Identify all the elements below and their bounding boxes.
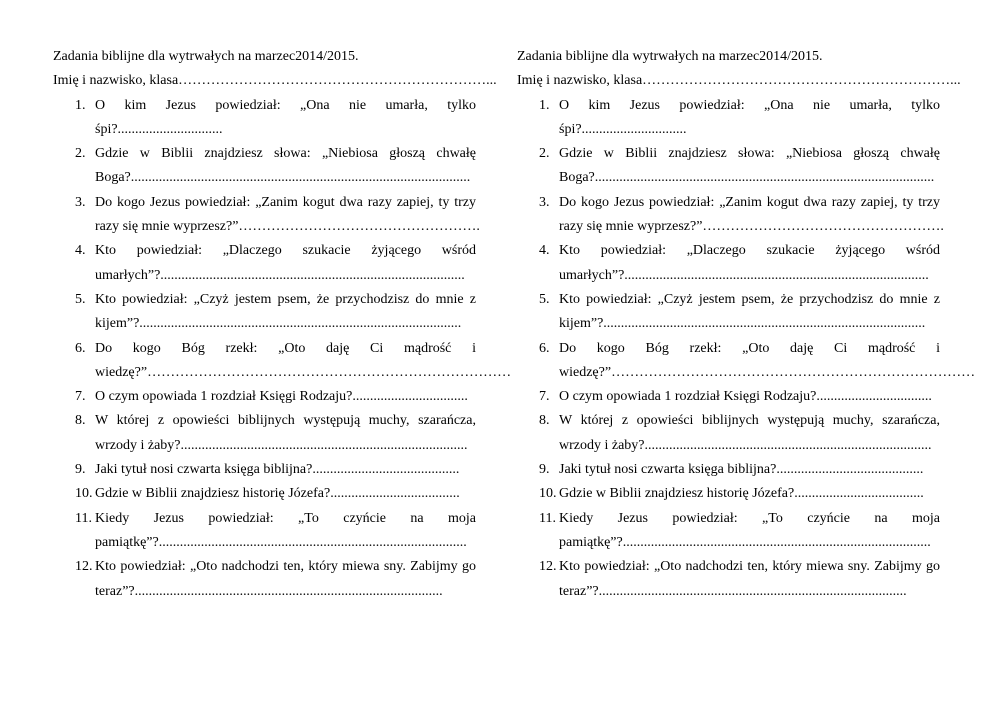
question-number: 12. bbox=[75, 559, 93, 575]
question-text: O kim Jezus powiedział: „Ona nie umarła, tylko bbox=[95, 97, 476, 113]
worksheet-title: Zadania biblijne dla wytrwałych na marzec2014/2015. bbox=[517, 49, 823, 64]
question-answer-line: wiedzę?”…………………………………………………………………… bbox=[559, 364, 976, 380]
worksheet-right bbox=[517, 45, 976, 604]
question-12 bbox=[53, 555, 477, 604]
question-text: O kim Jezus powiedział: „Ona nie umarła, tylko bbox=[559, 97, 940, 113]
question-2 bbox=[53, 142, 477, 191]
question-number: 4. bbox=[75, 243, 86, 259]
question-answer-line: umarłych”?....................................................................................... bbox=[95, 267, 465, 283]
question-10 bbox=[53, 482, 477, 506]
question-number: 3. bbox=[539, 194, 550, 210]
question-number: 2. bbox=[539, 146, 550, 162]
question-number: 6. bbox=[75, 340, 86, 356]
question-number: 7. bbox=[539, 389, 550, 405]
question-6 bbox=[517, 337, 976, 386]
question-text: Gdzie w Biblii znajdziesz słowa: „Niebiosa głoszą chwałę bbox=[559, 146, 940, 162]
question-text: Do kogo Jezus powiedział: „Zanim kogut dwa razy zapiej, ty trzy bbox=[559, 194, 940, 210]
question-4 bbox=[517, 239, 941, 288]
question-answer-line: kijem”?............................................................................................ bbox=[95, 316, 462, 332]
worksheet-left bbox=[53, 45, 512, 604]
question-answer-line: wrzody i żaby?.................................................................................. bbox=[95, 437, 468, 453]
question-answer-line: kijem”?............................................................................................ bbox=[559, 316, 926, 332]
question-12 bbox=[517, 555, 941, 604]
question-number: 7. bbox=[75, 389, 86, 405]
question-text: Gdzie w Biblii znajdziesz historię Józefa?..................................... bbox=[559, 486, 924, 502]
question-number: 10. bbox=[75, 486, 93, 502]
question-text: Jaki tytuł nosi czwarta księga biblijna?.......................................... bbox=[559, 462, 924, 478]
question-4 bbox=[53, 239, 477, 288]
name-class-field: Imię i nazwisko, klasa…………………………………………………………... bbox=[517, 73, 961, 89]
question-answer-line: teraz”?........................................................................................ bbox=[559, 583, 907, 599]
question-list bbox=[517, 94, 976, 604]
question-text: Kto powiedział: „Czyż jestem psem, że przychodzisz do mnie z bbox=[559, 291, 940, 307]
question-list bbox=[53, 94, 512, 604]
question-text: Kto powiedział: „Oto nadchodzi ten, który miewa sny. Zabijmy go bbox=[559, 559, 940, 575]
question-7 bbox=[517, 385, 941, 409]
question-answer-line: razy się mnie wyprzesz?”……………………………………………. bbox=[95, 219, 480, 235]
question-number: 9. bbox=[75, 462, 86, 478]
question-3 bbox=[517, 191, 944, 240]
question-text: Kto powiedział: „Dlaczego szukacie żyjącego wśród bbox=[559, 243, 940, 259]
question-text: W której z opowieści biblijnych występują muchy, szarańcza, bbox=[559, 413, 940, 429]
question-number: 10. bbox=[539, 486, 557, 502]
worksheet-title: Zadania biblijne dla wytrwałych na marzec2014/2015. bbox=[53, 49, 359, 64]
question-8 bbox=[517, 409, 941, 458]
question-text: Gdzie w Biblii znajdziesz słowa: „Niebiosa głoszą chwałę bbox=[95, 146, 476, 162]
question-text: Kiedy Jezus powiedział: „To czyńcie na moja bbox=[559, 510, 940, 526]
question-answer-line: śpi?.............................. bbox=[95, 121, 223, 137]
question-number: 1. bbox=[539, 97, 550, 113]
question-8 bbox=[53, 409, 477, 458]
question-answer-line: pamiątkę”?........................................................................................ bbox=[559, 534, 931, 550]
question-number: 1. bbox=[75, 97, 86, 113]
question-text: Do kogo Bóg rzekł: „Oto daję Ci mądrość i bbox=[95, 340, 476, 356]
question-9 bbox=[517, 458, 941, 482]
question-number: 4. bbox=[539, 243, 550, 259]
question-number: 11. bbox=[539, 510, 556, 526]
question-7 bbox=[53, 385, 477, 409]
question-answer-line: wiedzę?”…………………………………………………………………… bbox=[95, 364, 512, 380]
question-number: 2. bbox=[75, 146, 86, 162]
question-answer-line: umarłych”?....................................................................................... bbox=[559, 267, 929, 283]
question-text: O czym opowiada 1 rozdział Księgi Rodzaju?................................. bbox=[559, 389, 932, 405]
question-6 bbox=[53, 337, 512, 386]
question-answer-line: śpi?.............................. bbox=[559, 121, 687, 137]
question-text: Gdzie w Biblii znajdziesz historię Józefa?..................................... bbox=[95, 486, 460, 502]
question-10 bbox=[517, 482, 941, 506]
question-text: Kto powiedział: „Dlaczego szukacie żyjącego wśród bbox=[95, 243, 476, 259]
question-text: Jaki tytuł nosi czwarta księga biblijna?.......................................... bbox=[95, 462, 460, 478]
question-1 bbox=[517, 94, 941, 143]
question-number: 12. bbox=[539, 559, 557, 575]
question-text: Do kogo Bóg rzekł: „Oto daję Ci mądrość i bbox=[559, 340, 940, 356]
question-5 bbox=[517, 288, 941, 337]
question-answer-line: teraz”?........................................................................................ bbox=[95, 583, 443, 599]
question-number: 8. bbox=[75, 413, 86, 429]
question-5 bbox=[53, 288, 477, 337]
question-text: Kto powiedział: „Czyż jestem psem, że przychodzisz do mnie z bbox=[95, 291, 476, 307]
question-number: 5. bbox=[75, 291, 86, 307]
question-number: 6. bbox=[539, 340, 550, 356]
question-text: Do kogo Jezus powiedział: „Zanim kogut dwa razy zapiej, ty trzy bbox=[95, 194, 476, 210]
question-answer-line: Boga?................................................................................................. bbox=[559, 170, 935, 186]
question-answer-line: wrzody i żaby?.................................................................................. bbox=[559, 437, 932, 453]
question-2 bbox=[517, 142, 941, 191]
question-number: 9. bbox=[539, 462, 550, 478]
question-answer-line: Boga?................................................................................................. bbox=[95, 170, 471, 186]
question-3 bbox=[53, 191, 480, 240]
question-text: Kiedy Jezus powiedział: „To czyńcie na moja bbox=[95, 510, 476, 526]
question-text: W której z opowieści biblijnych występują muchy, szarańcza, bbox=[95, 413, 476, 429]
question-number: 11. bbox=[75, 510, 92, 526]
question-11 bbox=[517, 507, 941, 556]
question-11 bbox=[53, 507, 477, 556]
question-9 bbox=[53, 458, 477, 482]
question-text: Kto powiedział: „Oto nadchodzi ten, który miewa sny. Zabijmy go bbox=[95, 559, 476, 575]
question-1 bbox=[53, 94, 477, 143]
question-text: O czym opowiada 1 rozdział Księgi Rodzaju?................................. bbox=[95, 389, 468, 405]
question-answer-line: pamiątkę”?........................................................................................ bbox=[95, 534, 467, 550]
question-number: 5. bbox=[539, 291, 550, 307]
question-number: 8. bbox=[539, 413, 550, 429]
question-answer-line: razy się mnie wyprzesz?”……………………………………………. bbox=[559, 219, 944, 235]
question-number: 3. bbox=[75, 194, 86, 210]
name-class-field: Imię i nazwisko, klasa…………………………………………………………... bbox=[53, 73, 497, 89]
